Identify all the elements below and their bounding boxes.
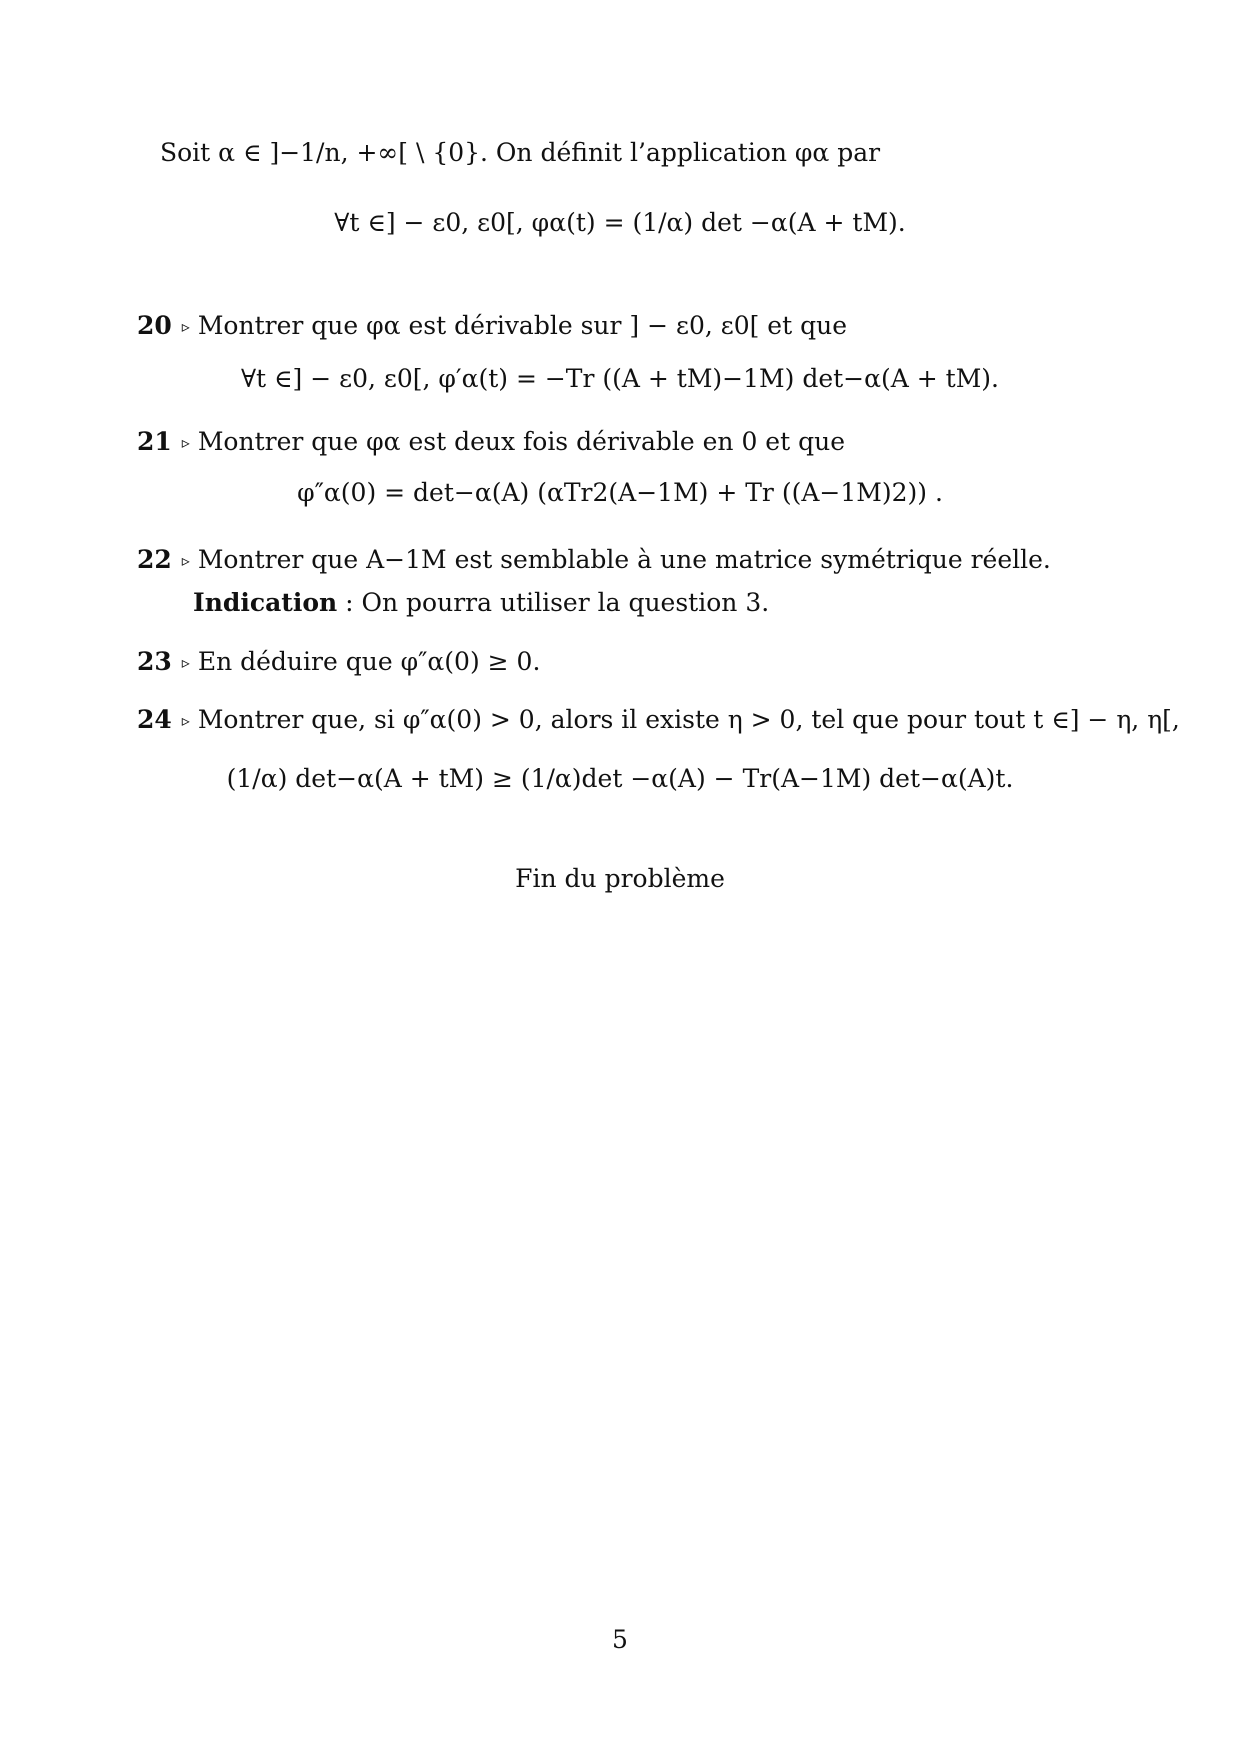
question-text: En déduire que φ″α(0) ≥ 0.: [197, 647, 541, 676]
triangle-marker-icon: ▹: [181, 711, 190, 730]
intro-formula: ∀t ∈] − ε0, ε0[, φα(t) = (1/α) det −α(A + tM).: [334, 208, 906, 237]
question-24: [137, 703, 1180, 738]
triangle-marker-icon: ▹: [181, 551, 190, 570]
question-text: Montrer que φα est dérivable sur ] − ε0, ε0[ et que: [197, 311, 847, 340]
triangle-marker-icon: ▹: [181, 653, 190, 672]
end-text: Fin du problème: [515, 864, 725, 893]
question-21: [137, 425, 845, 460]
question-22: [137, 543, 1051, 578]
question-number: 23: [137, 647, 172, 676]
question-text: Montrer que A−1M est semblable à une matrice symétrique réelle.: [197, 545, 1051, 574]
page-number: 5: [612, 1625, 628, 1654]
question-20: [137, 309, 847, 344]
question-number: 24: [137, 705, 172, 734]
question-text: Montrer que φα est deux fois dérivable en 0 et que: [197, 427, 845, 456]
triangle-marker-icon: ▹: [181, 317, 190, 336]
question-21-formula: φ″α(0) = det−α(A) (αTr2(A−1M) + Tr ((A−1M)2)) .: [297, 478, 943, 507]
question-number: 20: [137, 311, 172, 340]
hint-label: Indication: [193, 588, 338, 617]
question-number: 21: [137, 427, 172, 456]
intro-text: Soit α ∈ ]−1/n, +∞[ \ {0}. On définit l’application φα par: [160, 138, 881, 167]
question-number: 22: [137, 545, 172, 574]
question-22-hint: [193, 586, 769, 620]
question-23: [137, 645, 540, 680]
question-20-formula: ∀t ∈] − ε0, ε0[, φ′α(t) = −Tr ((A + tM)−1M) det−α(A + tM).: [240, 364, 1000, 393]
question-text: Montrer que, si φ″α(0) > 0, alors il existe η > 0, tel que pour tout t ∈] − η, η[,: [197, 705, 1180, 734]
question-24-formula: (1/α) det−α(A + tM) ≥ (1/α)det −α(A) − Tr(A−1M) det−α(A)t.: [226, 764, 1014, 793]
triangle-marker-icon: ▹: [181, 433, 190, 452]
hint-text: : On pourra utiliser la question 3.: [337, 588, 770, 617]
